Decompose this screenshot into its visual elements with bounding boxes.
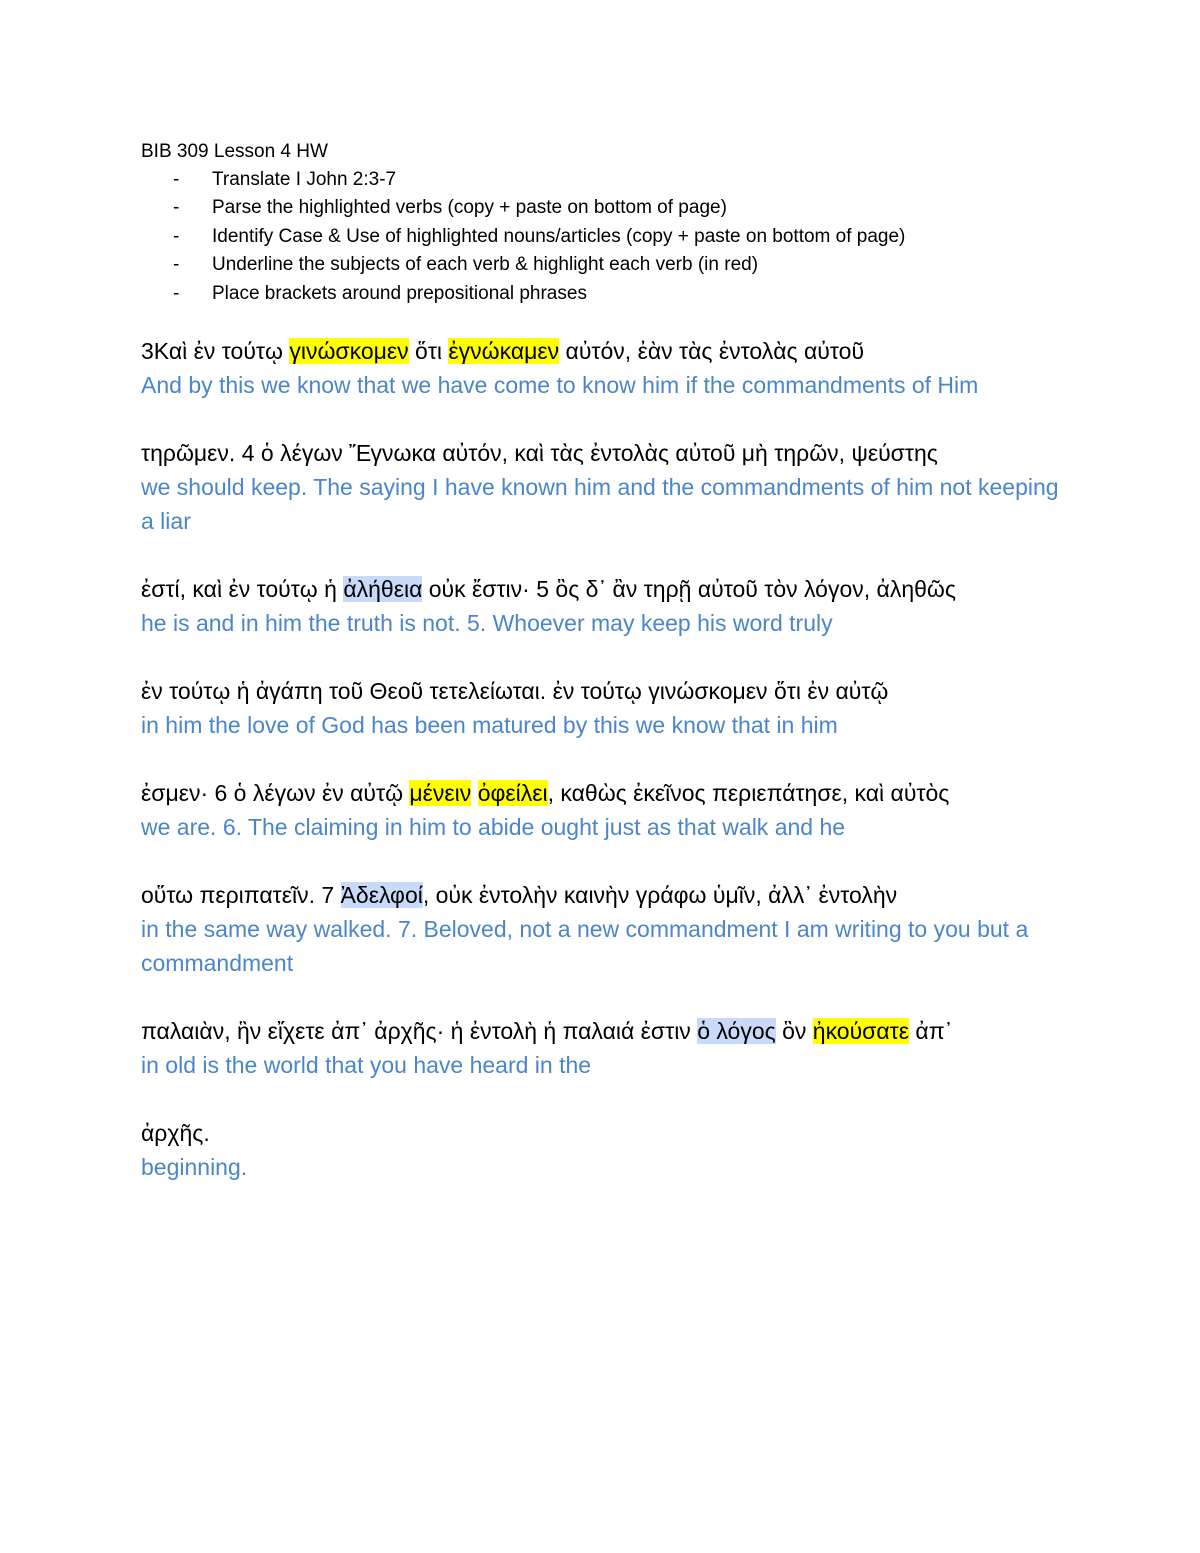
task-text: Parse the highlighted verbs (copy + paste on bottom of page) <box>212 197 727 219</box>
greek-line <box>141 776 1071 810</box>
highlighted-verb: ἐγνώκαμεν <box>448 338 560 365</box>
bullet-dash: - <box>173 254 180 276</box>
task-text: Translate I John 2:3-7 <box>212 169 397 190</box>
english-translation: we should keep. The saying I have known him and the commandments of him not keeping a liar <box>141 474 1059 535</box>
greek-text: παλαιὰν, ἣν εἴχετε ἀπ᾽ ἀρχῆς· ἡ ἐντολὴ ἡ παλαιά ἐστιν <box>141 1018 698 1045</box>
task-item <box>141 280 1071 308</box>
bullet-dash: - <box>173 282 180 304</box>
greek-text: ἀρχῆς. <box>141 1120 210 1147</box>
greek-line <box>141 436 1071 470</box>
verse-block <box>141 776 1071 844</box>
task-item <box>141 251 1071 279</box>
task-text: Place brackets around prepositional phrases <box>212 282 587 304</box>
greek-text: ἀπ᾽ <box>909 1018 953 1045</box>
english-translation: beginning. <box>141 1154 248 1181</box>
english-translation: we are. 6. The claiming in him to abide ought just as that walk and he <box>141 814 846 841</box>
greek-line <box>141 1116 1071 1150</box>
bullet-dash: - <box>173 197 180 219</box>
highlighted-verb: μένειν <box>409 780 472 807</box>
greek-text: 3Καὶ ἐν τούτῳ <box>141 338 290 365</box>
greek-line <box>141 878 1071 912</box>
greek-text: , οὐκ ἐντολὴν καινὴν γράφω ὑμῖν, ἀλλ᾽ ἐντολὴν <box>422 882 898 909</box>
highlighted-verb: ἠκούσατε <box>812 1018 910 1045</box>
greek-text: ἐστί, καὶ ἐν τούτῳ ἡ <box>141 576 344 603</box>
verse-block <box>141 1116 1071 1184</box>
task-item <box>141 223 1071 251</box>
greek-line <box>141 572 1071 606</box>
greek-text: αὐτόν, ἐὰν τὰς ἐντολὰς αὐτοῦ <box>559 338 865 365</box>
greek-text: οὐκ ἔστιν· 5 ὃς δ᾽ ἂν τηρῇ αὐτοῦ τὸν λόγον, ἀληθῶς <box>422 576 956 603</box>
task-item <box>141 166 1071 194</box>
verse-block <box>141 674 1071 742</box>
task-text: Identify Case & Use of highlighted nouns/articles (copy + paste on bottom of page) <box>212 225 906 247</box>
greek-text: οὕτω περιπατεῖν. 7 <box>141 882 341 909</box>
highlighted-verb: ὀφείλει <box>477 780 548 807</box>
task-text: Underline the subjects of each verb & highlight each verb (in red) <box>212 254 759 276</box>
greek-text: , καθὼς ἐκεῖνος περιεπάτησε, καὶ αὐτὸς <box>547 780 950 807</box>
greek-text: ἐσμεν· 6 ὁ λέγων ἐν αὐτῷ <box>141 780 410 807</box>
greek-text: τηρῶμεν. 4 ὁ λέγων Ἔγνωκα αὐτόν, καὶ τὰς ἐντολὰς αὐτοῦ μὴ τηρῶν, ψεύστης <box>141 440 938 467</box>
greek-text: ὅτι <box>408 338 449 365</box>
verse-block <box>141 878 1071 980</box>
document-page <box>141 138 1071 1184</box>
task-list <box>141 166 1071 308</box>
greek-line <box>141 674 1071 708</box>
highlighted-noun: ἀλήθεια <box>343 576 423 603</box>
highlighted-noun: ὁ λόγος <box>697 1018 776 1045</box>
verse-block <box>141 334 1071 402</box>
greek-text: ἐν τούτῳ ἡ ἀγάπη τοῦ Θεοῦ τετελείωται. ἐν τούτῳ γινώσκομεν ὅτι ἐν αὐτῷ <box>141 678 889 705</box>
task-item <box>141 194 1071 222</box>
verse-block <box>141 1014 1071 1082</box>
greek-line <box>141 1014 1071 1048</box>
highlighted-verb: γινώσκομεν <box>289 338 409 365</box>
document-title: BIB 309 Lesson 4 HW <box>141 141 328 162</box>
greek-text: ὃν <box>775 1018 813 1045</box>
verse-block <box>141 572 1071 640</box>
english-translation: in him the love of God has been matured by this we know that in him <box>141 712 838 739</box>
highlighted-noun: Ἀδελφοί <box>340 882 423 909</box>
bullet-dash: - <box>173 225 180 247</box>
english-translation: And by this we know that we have come to know him if the commandments of Him <box>141 372 979 399</box>
english-translation: in old is the world that you have heard in the <box>141 1052 592 1079</box>
greek-line <box>141 334 1071 368</box>
bullet-dash: - <box>173 169 180 190</box>
english-translation: he is and in him the truth is not. 5. Whoever may keep his word truly <box>141 610 833 637</box>
verse-block <box>141 436 1071 538</box>
greek-text <box>471 780 477 806</box>
verse-blocks <box>141 334 1071 1184</box>
english-translation: in the same way walked. 7. Beloved, not a new commandment I am writing to you but a commandment <box>141 916 1029 977</box>
